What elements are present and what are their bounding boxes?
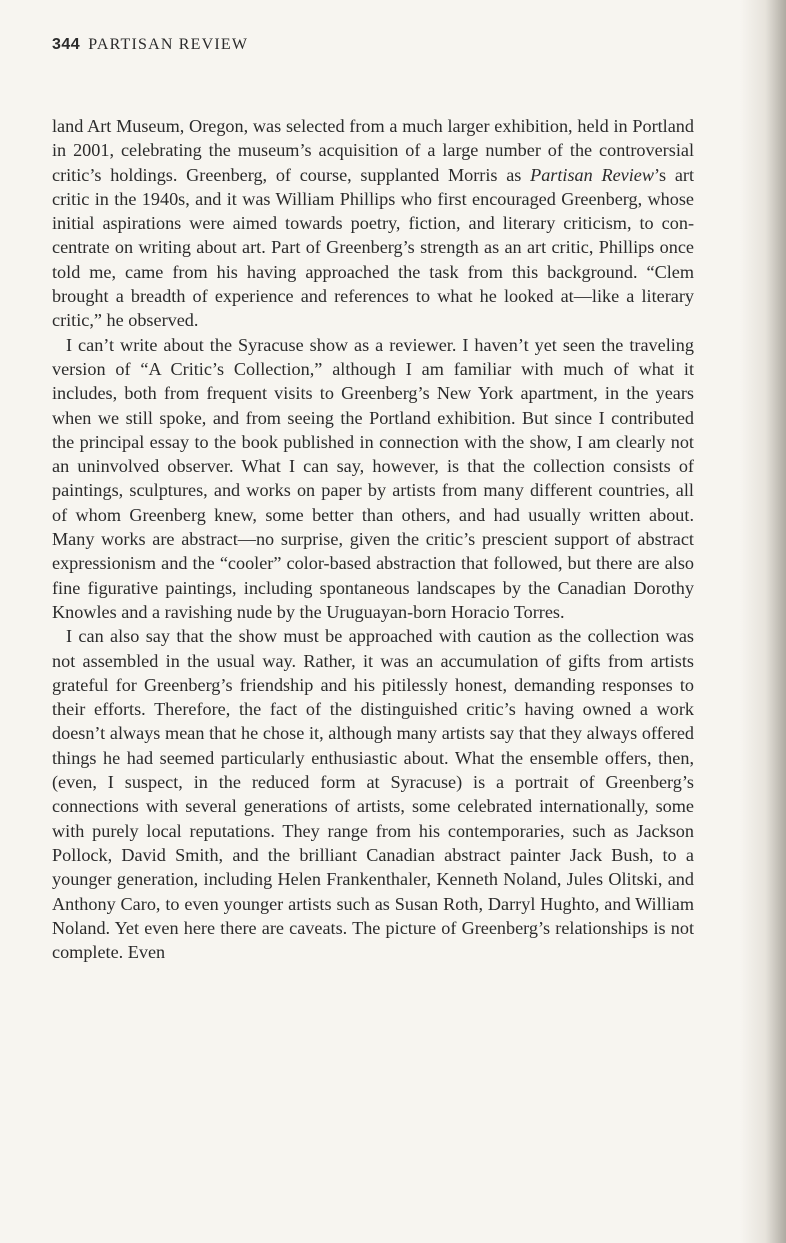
journal-title: PARTISAN REVIEW (88, 36, 249, 53)
journal-name-italic: Partisan Review (530, 164, 654, 185)
page-gutter-shadow (740, 0, 786, 1243)
paragraph-2: I can’t write about the Syracuse show as a reviewer. I haven’t yet seen the traveling version of “A Critic’s Collection,” although I am familiar with much of what it includes, both from frequent visits to Greenberg’s New York apartment, in the years when we still spoke, and from seeing the Portland exhibition. But since I contributed the principal essay to the book published in connection with the show, I am clearly not an uninvolved observer. What I can say, however, is that the collection consists of paintings, sculptures, and works on paper by artists from many different countries, all of whom Greenberg knew, some better than others, and had usually written about. Many works are abstract—no surprise, given the critic’s prescient support of abstract expressionism and the “cooler” color-based abstraction that followed, but there are also fine figurative paintings, including spontaneous landscapes by the Canadian Dorothy Knowles and a ravishing nude by the Uruguayan-born Horacio Torres. (52, 334, 694, 622)
running-head (52, 36, 248, 54)
page-number: 344 (52, 36, 81, 53)
paragraph-1-text-a: land Art Museum, Oregon, was selected from a much larger exhibition, held in Portland in 2001, celebrating the museum’s acquisition of a large number of the controversial critic’s holdings. Greenberg, of course, supplanted Morris as (52, 116, 694, 185)
paragraph-3: I can also say that the show must be approached with caution as the collection was not assembled in the usual way. Rather, it was an accumulation of gifts from artists grateful for Greenberg’s friendship and his pitilessly honest, demanding responses to their efforts. Therefore, the fact of the distinguished critic’s having owned a work doesn’t always mean that he chose it, although many artists say that they always offered things he had seemed particularly enthusiastic about. What the ensemble offers, then, (even, I suspect, in the reduced form at Syracuse) is a portrait of Greenberg’s connections with several generations of artists, some celebrated internationally, some with purely local reputations. They range from his contemporaries, such as Jackson Pollock, David Smith, and the brilliant Canadian abstract painter Jack Bush, to a younger generation, including Helen Frankenthaler, Kenneth Noland, Jules Olitski, and Anthony Caro, to even younger artists such as Susan Roth, Darryl Hughto, and William Noland. Yet even here there are caveats. The picture of Greenberg’s relationships is not complete. Even (52, 626, 694, 963)
paragraph-1-text-b: ’s art critic in the 1940s, and it was William Phillips who first encouraged Greenberg, whose initial aspirations were aimed towards poetry, fiction, and literary criticism, to concentrate on writing about art. Part of Greenberg’s strength as an art critic, Phillips once told me, came from his having approached the task from this background. “Clem brought a breadth of experience and references to what he looked at—like a literary critic,” he observed. (52, 164, 695, 331)
paragraph-1 (52, 114, 694, 333)
article-body (52, 114, 694, 964)
